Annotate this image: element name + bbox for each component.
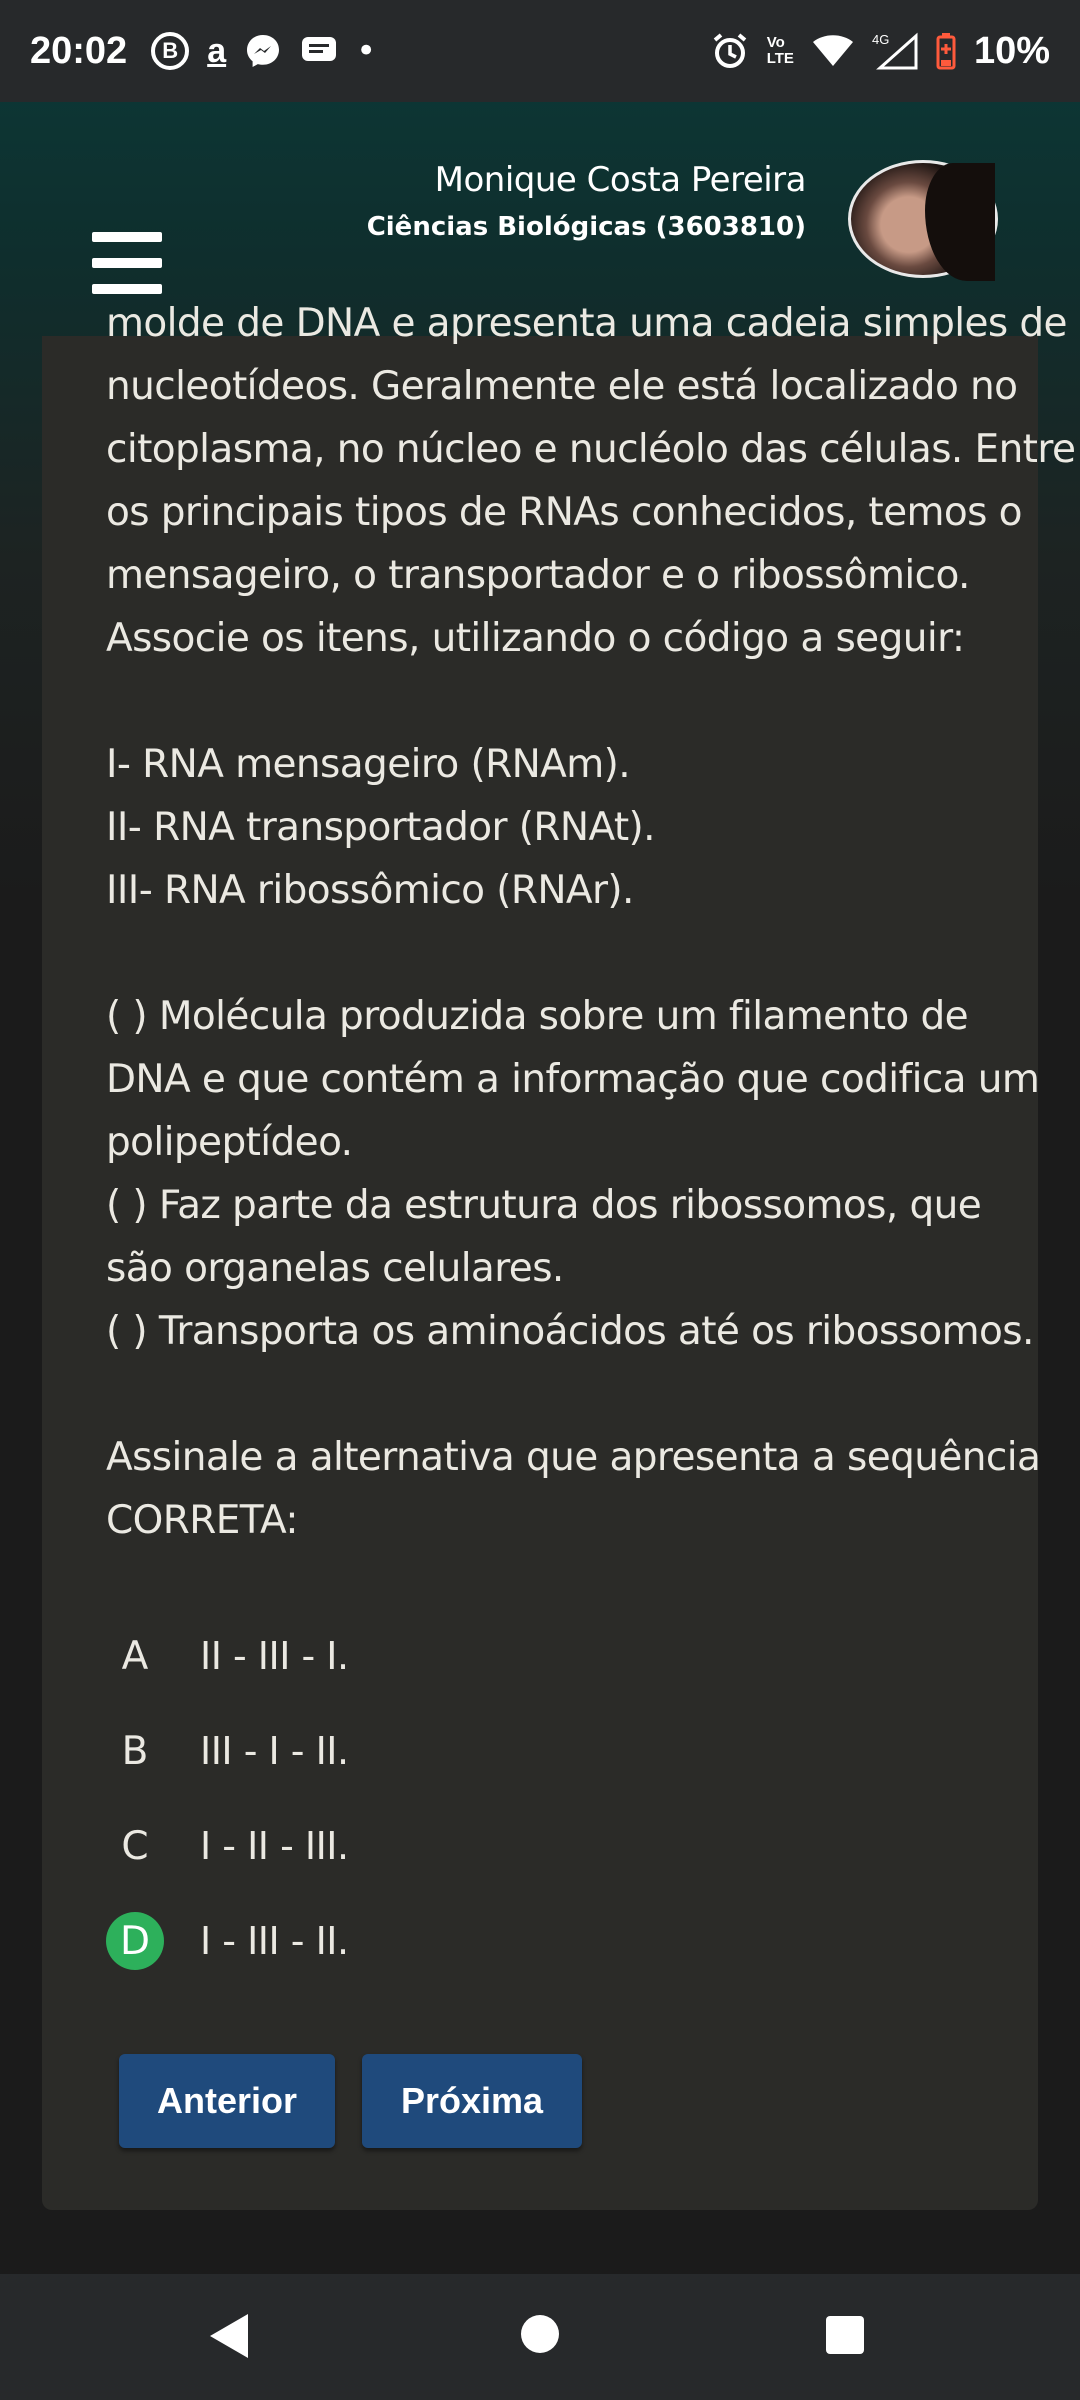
status-right-icons — [711, 30, 1050, 73]
system-nav-bar — [0, 2274, 1080, 2400]
user-course: Ciências Biológicas (3603810) — [366, 212, 806, 242]
battery-percent: 10% — [973, 29, 1050, 72]
amazon-a-icon: a — [207, 32, 227, 70]
status-time: 20:02 — [30, 29, 128, 72]
recent-apps-icon[interactable] — [826, 2316, 864, 2354]
svg-text:4G: 4G — [871, 32, 890, 47]
wifi-icon — [812, 34, 854, 68]
option-letter[interactable]: A — [121, 1633, 149, 1679]
question-line: CORRETA: — [106, 1498, 298, 1543]
volte-icon: Vo LTE — [766, 34, 794, 67]
option-d[interactable] — [106, 1911, 986, 1971]
option-b[interactable] — [106, 1721, 986, 1781]
question-line: III- RNA ribossômico (RNAr). — [106, 868, 634, 913]
blank-line — [106, 922, 1006, 985]
option-letter[interactable]: C — [121, 1823, 149, 1869]
messenger-icon — [244, 32, 282, 70]
question-line: mensageiro, o transportador e o ribossômico. — [106, 553, 970, 598]
question-line: Assinale a alternativa que apresenta a sequência — [106, 1435, 1041, 1480]
question-line: ( ) Molécula produzida sobre um filamento de — [106, 994, 968, 1039]
signal-4g-icon — [872, 32, 918, 70]
chat-icon — [300, 34, 338, 68]
alarm-icon — [711, 32, 749, 70]
previous-button[interactable]: Anterior — [119, 2054, 335, 2148]
question-line: DNA e que contém a informação que codifica um — [106, 1057, 1040, 1102]
back-icon[interactable] — [210, 2314, 248, 2358]
question-line: polipeptídeo. — [106, 1120, 353, 1165]
question-line: II- RNA transportador (RNAt). — [106, 805, 655, 850]
question-line: ( ) Transporta os aminoácidos até os ribossomos. — [106, 1309, 1034, 1354]
user-name: Monique Costa Pereira — [434, 160, 806, 200]
option-text[interactable]: II - III - I. — [200, 1634, 349, 1678]
question-line: ( ) Faz parte da estrutura dos ribossomos, que — [106, 1183, 982, 1228]
blank-line — [106, 1363, 1006, 1426]
home-icon[interactable] — [521, 2315, 559, 2353]
option-letter-selected[interactable]: D — [106, 1912, 164, 1970]
hamburger-menu-icon[interactable] — [92, 232, 162, 294]
question-line: molde de DNA e apresenta uma cadeia simples de — [106, 301, 1067, 346]
option-c[interactable] — [106, 1816, 986, 1876]
option-letter[interactable]: B — [121, 1728, 149, 1774]
battery-low-icon — [936, 32, 956, 70]
answer-options — [106, 1626, 986, 2006]
question-line: os principais tipos de RNAs conhecidos, temos o — [106, 490, 1022, 535]
avatar[interactable] — [848, 160, 998, 278]
question-card — [42, 301, 1076, 2210]
blank-line — [106, 670, 1006, 733]
status-left-icons — [151, 32, 376, 70]
next-button[interactable]: Próxima — [362, 2054, 582, 2148]
question-line: I- RNA mensageiro (RNAm). — [106, 742, 631, 787]
option-text[interactable]: I - II - III. — [200, 1824, 349, 1868]
option-text[interactable]: III - I - II. — [200, 1729, 349, 1773]
option-a[interactable] — [106, 1626, 986, 1686]
question-line: nucleotídeos. Geralmente ele está localizado no — [106, 364, 1018, 409]
question-line: Associe os itens, utilizando o código a seguir: — [106, 616, 965, 661]
question-line: são organelas celulares. — [106, 1246, 564, 1291]
dot-icon: • — [356, 31, 377, 71]
question-line: citoplasma, no núcleo e nucléolo das células. Entre — [106, 427, 1076, 472]
business-b-icon: B — [151, 32, 189, 70]
option-text[interactable]: I - III - II. — [200, 1919, 349, 1963]
status-bar — [0, 0, 1080, 102]
question-text — [106, 292, 1076, 1552]
